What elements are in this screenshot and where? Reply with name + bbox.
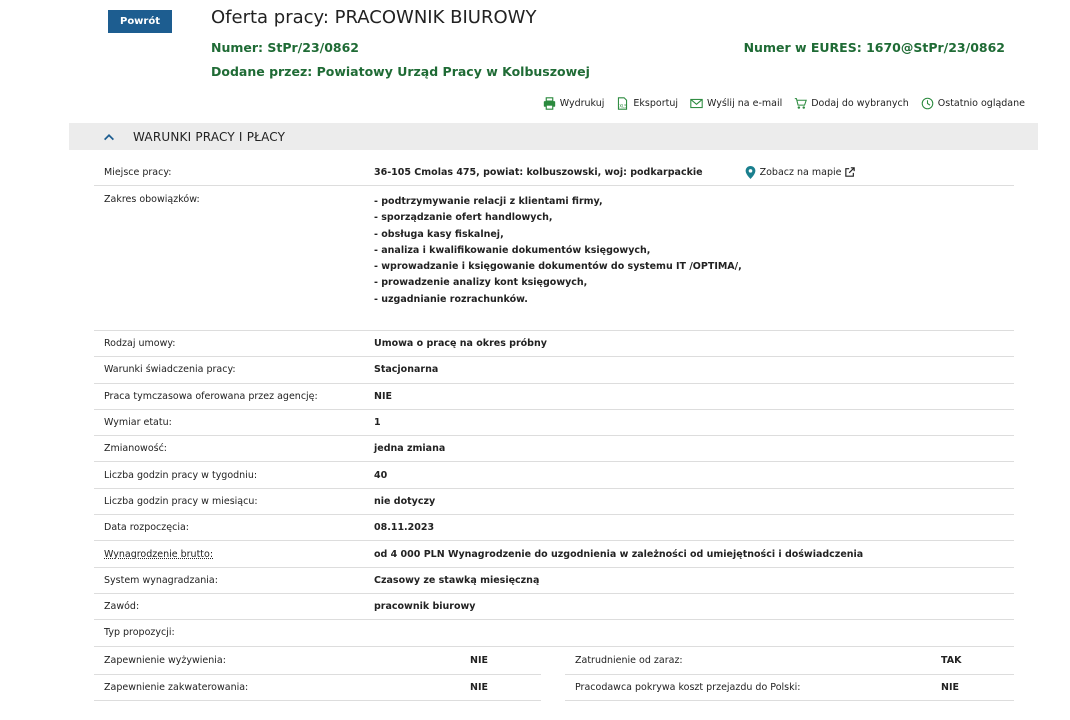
row-value: 36-105 Cmolas 475, powiat: kolbuszowski, woj: podkarpackie	[374, 166, 703, 178]
row-value: NIE	[470, 655, 488, 667]
row-value: pracownik biurowy	[374, 601, 476, 613]
map-pin-icon	[745, 166, 756, 179]
print-label: Wydrukuj	[559, 98, 605, 109]
added-by-label: Dodane przez:	[211, 64, 317, 79]
export-button[interactable]	[616, 97, 678, 110]
email-button[interactable]	[690, 97, 782, 110]
proposal-details	[94, 648, 1014, 701]
print-button[interactable]	[543, 97, 605, 110]
added-by-org: Powiatowy Urząd Pracy w Kolbuszowej	[316, 64, 590, 79]
list-item: - podtrzymywanie relacji z klientami firmy,	[374, 196, 603, 207]
list-item: - obsługa kasy fiskalnej,	[374, 228, 504, 240]
details-table	[94, 159, 1014, 647]
printer-icon	[543, 97, 556, 110]
clock-icon	[921, 97, 934, 110]
email-label: Wyślij na e-mail	[707, 98, 783, 109]
add-favorites-label: Dodaj do wybranych	[811, 98, 909, 109]
section-toggle-work-conditions[interactable]	[69, 123, 1038, 150]
row-label: Liczba godzin pracy w tygodniu:	[104, 469, 258, 481]
row-label: Pracodawca pokrywa koszt przejazdu do Polski:	[575, 681, 801, 693]
table-row	[94, 159, 1014, 186]
list-item: - uzgadnianie rozrachunków.	[374, 293, 528, 305]
row-label: Zatrudnienie od zaraz:	[575, 655, 683, 667]
table-row	[94, 675, 1014, 702]
row-label: Zawód:	[104, 601, 140, 613]
row-label: Zapewnienie zakwaterowania:	[104, 681, 249, 693]
row-value: NIE	[374, 390, 392, 402]
table-row	[94, 410, 1014, 436]
row-value: TAK	[941, 655, 962, 667]
page-title: Oferta pracy: PRACOWNIK BIUROWY	[211, 7, 537, 28]
offer-number: Numer: StPr/23/0862	[211, 40, 359, 55]
row-value: NIE	[941, 681, 959, 693]
row-label: Praca tymczasowa oferowana przez agencję:	[104, 390, 318, 402]
recently-viewed-label: Ostatnio oglądane	[937, 98, 1025, 109]
table-row	[94, 489, 1014, 515]
table-row	[94, 186, 1014, 331]
svg-text:XLS: XLS	[619, 103, 628, 109]
recently-viewed-button[interactable]	[921, 97, 1025, 110]
table-row	[94, 594, 1014, 620]
row-value: NIE	[470, 681, 488, 693]
toolbar	[543, 97, 1025, 110]
row-label: Liczba godzin pracy w miesiącu:	[104, 495, 258, 507]
table-row	[94, 462, 1014, 488]
row-label: Typ propozycji:	[104, 627, 175, 639]
row-label: Zapewnienie wyżywienia:	[104, 655, 226, 667]
eures-number: Numer w EURES: 1670@StPr/23/0862	[743, 40, 1005, 55]
row-label: Zmianowość:	[104, 443, 168, 455]
table-row	[94, 568, 1014, 594]
row-value: od 4 000 PLN Wynagrodzenie do uzgodnienia w zależności od umiejętności i doświadczenia	[374, 548, 864, 560]
chevron-up-icon	[102, 130, 116, 144]
table-row	[94, 384, 1014, 410]
added-by	[211, 64, 590, 79]
row-value: Umowa o pracę na okres próbny	[374, 338, 547, 350]
export-label: Eksportuj	[633, 98, 678, 109]
table-row	[94, 515, 1014, 541]
row-value: nie dotyczy	[374, 495, 436, 507]
back-button[interactable]: Powrót	[108, 10, 172, 33]
map-link-label: Zobacz na mapie	[759, 166, 842, 178]
external-link-icon	[845, 167, 855, 177]
table-row	[94, 620, 1014, 646]
duties-list	[374, 194, 742, 308]
table-row	[94, 331, 1014, 357]
row-label: Warunki świadczenia pracy:	[104, 364, 236, 376]
row-label: Wymiar etatu:	[104, 417, 172, 429]
row-value: Stacjonarna	[374, 364, 439, 376]
table-row	[94, 357, 1014, 383]
row-value: jedna zmiana	[374, 443, 446, 455]
section-title: WARUNKI PRACY I PŁACY	[133, 129, 286, 144]
row-label: Data rozpoczęcia:	[104, 522, 189, 534]
add-favorites-button[interactable]	[794, 97, 909, 110]
list-item: - analiza i kwalifikowanie dokumentów księgowych,	[374, 244, 651, 256]
row-label: Rodzaj umowy:	[104, 338, 176, 350]
row-value: 08.11.2023	[374, 522, 435, 534]
export-icon	[616, 97, 629, 110]
map-link[interactable]	[745, 166, 856, 179]
table-row	[94, 648, 1014, 675]
envelope-icon	[690, 97, 703, 110]
table-row	[94, 436, 1014, 462]
row-label: System wynagradzania:	[104, 574, 218, 586]
row-value: Czasowy ze stawką miesięczną	[374, 574, 540, 586]
row-label: Miejsce pracy:	[104, 166, 172, 178]
row-value: 40	[374, 469, 388, 481]
list-item: - wprowadzanie i księgowanie dokumentów do systemu IT /OPTIMA/,	[374, 261, 742, 273]
row-value: 1	[374, 417, 381, 429]
table-row	[94, 541, 1014, 567]
list-item: - prowadzenie analizy kont księgowych,	[374, 277, 588, 289]
list-item: - sporządzanie ofert handlowych,	[374, 212, 553, 224]
row-label: Zakres obowiązków:	[104, 194, 200, 205]
cart-icon	[794, 97, 807, 110]
salary-label-tooltip[interactable]: Wynagrodzenie brutto:	[104, 548, 214, 560]
